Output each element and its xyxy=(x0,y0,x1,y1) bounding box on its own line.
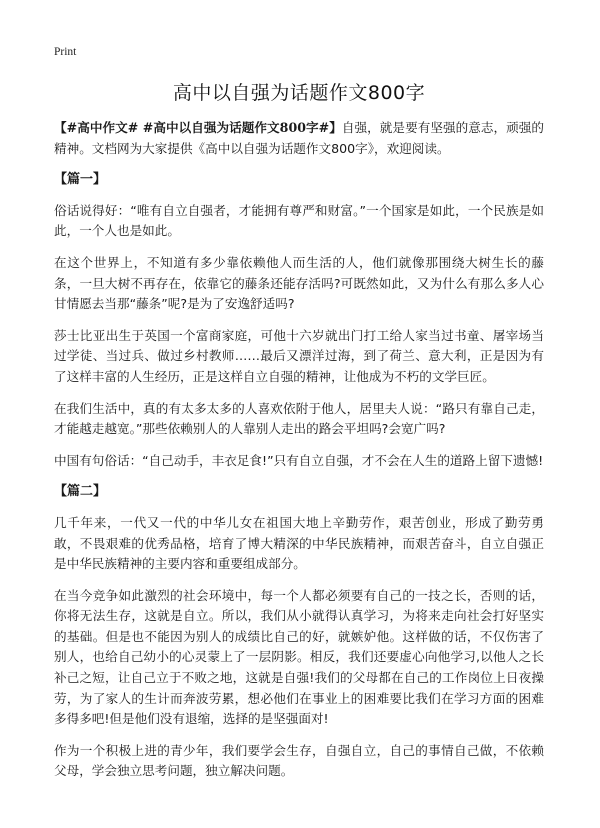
page-title: 高中以自强为话题作文800字 xyxy=(172,82,426,104)
section-heading-2: 【篇二】 xyxy=(54,484,107,500)
paragraph: 俗话说得好：“唯有自立自强者，才能拥有尊严和财富。”一个国家是如此，一个民族是如此，一个人也是如此。 xyxy=(54,202,544,239)
paragraph: 在当今竞争如此激烈的社会环境中，每一个人都必须要有自己的一技之长，否则的话，你将无法生存，这就是自立。所以，我们从小就得认真学习，为将来走向社会打好坚实的基础。但是也不能因为别人的成绩比自己的好，就嫉妒他。这样做的话，不仅伤害了别人，也给自己幼小的心灵蒙上了一层阴影。相反，我们还要虚心向他学习,以他人之长补己之短，让自己立于不败之地，这就是自强!我们的父母都在自己的工作岗位上日夜操劳，为了家人的生计而奔波劳累，想必他们在事业上的困难要比我们在学习方面的困难多得多吧!但是他们没有退缩，选择的是坚强面对! xyxy=(54,587,544,727)
paragraph: 在这个世界上，不知道有多少靠依赖他人而生活的人，他们就像那围绕大树生长的藤条，一旦大树不再存在，依靠它的藤条还能存活吗?可既然如此，又为什么有那么多人心甘情愿去当那“藤条”呢?是为了安逸舒适吗? xyxy=(54,254,544,312)
paragraph: 莎士比亚出生于英国一个富商家庭，可他十六岁就出门打工给人家当过书童、屠宰场当过学徒、当过兵、做过乡村教师……最后又漂洋过海，到了荷兰、意大利，正是因为有了这样丰富的人生经历，正是这样自立自强的精神，让他成为不朽的文学巨匠。 xyxy=(54,327,544,384)
lead-paragraph xyxy=(54,118,544,159)
lead-tag: 【#高中作文# #高中以自强为话题作文800字#】 xyxy=(54,120,342,135)
paragraph: 中国有句俗话：“自己动手，丰衣足食!”只有自立自强，才不会在人生的道路上留下遗憾! xyxy=(54,452,544,468)
lead-text: 自强，就是要有坚强的意志，顽强的精神。文档网为大家提供《高中以自强为话题作文800字》，欢迎阅读。 xyxy=(54,120,545,156)
section-heading-1: 【篇一】 xyxy=(54,172,107,188)
article-body xyxy=(54,118,544,793)
print-link[interactable]: Print xyxy=(54,46,77,58)
paragraph: 作为一个积极上进的青少年，我们要学会生存，自强自立，自己的事情自己做，不依赖父母，学会独立思考问题，独立解决问题。 xyxy=(54,742,544,779)
paragraph: 在我们生活中，真的有太多太多的人喜欢依附于他人，居里夫人说：“路只有靠自己走，才能越走越宽。”那些依赖别人的人靠别人走出的路会平坦吗?会宽广吗? xyxy=(54,400,544,437)
paragraph: 几千年来，一代又一代的中华儿女在祖国大地上辛勤劳作，艰苦创业，形成了勤劳勇敢，不畏艰难的优秀品格，培育了博大精深的中华民族精神，而艰苦奋斗，自立自强正是中华民族精神的主要内容和重要组成部分。 xyxy=(54,514,544,572)
